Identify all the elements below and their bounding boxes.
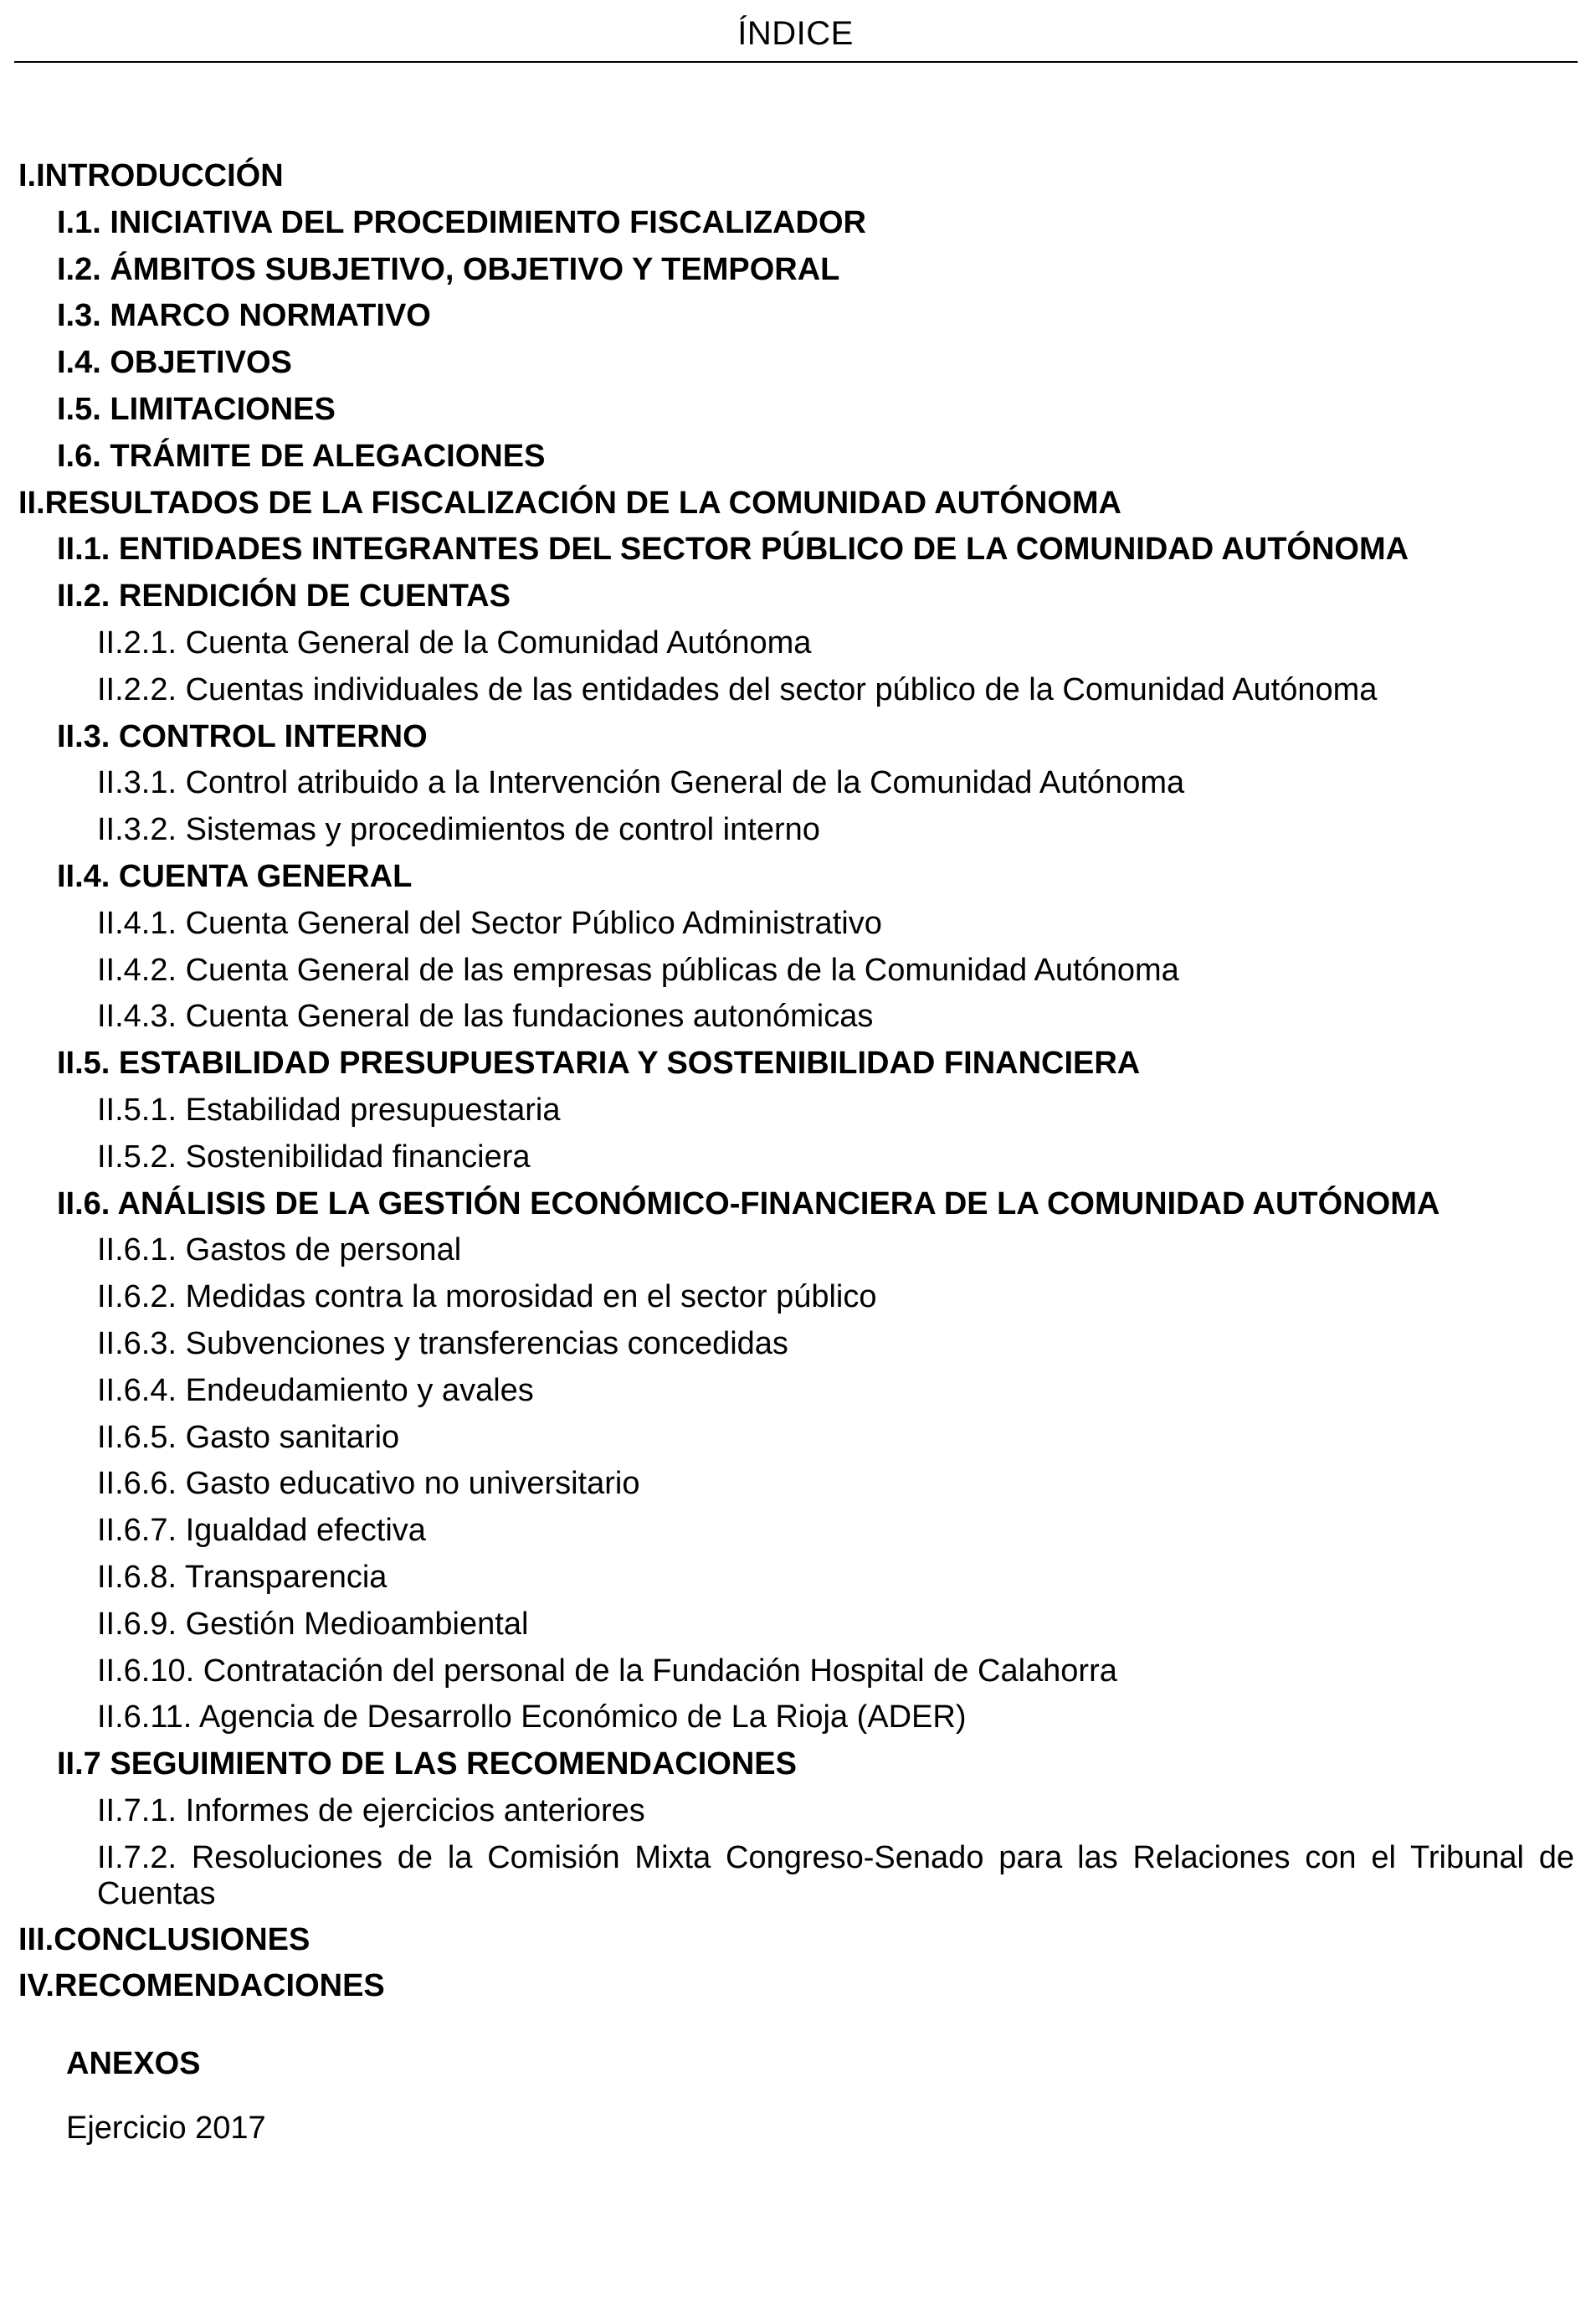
page-title: ÍNDICE xyxy=(737,15,854,52)
toc-entry-level-3: II.6.6. Gasto educativo no universitario xyxy=(97,1466,640,1502)
toc-entry-level-3: II.5.1. Estabilidad presupuestaria xyxy=(97,1092,561,1128)
toc-entry-level-2: II.3. CONTROL INTERNO xyxy=(57,718,428,754)
toc-entry-level-3: II.3.1. Control atribuido a la Intervención General de la Comunidad Autónoma xyxy=(97,765,1185,801)
toc-entry-level-2: I.2. ÁMBITOS SUBJETIVO, OBJETIVO Y TEMPORAL xyxy=(57,251,840,287)
toc-entry-level-3: II.6.10. Contratación del personal de la Fundación Hospital de Calahorra xyxy=(97,1653,1117,1689)
toc-entry-level-2: II.5. ESTABILIDAD PRESUPUESTARIA Y SOSTENIBILIDAD FINANCIERA xyxy=(57,1046,1141,1082)
toc-entry-level-2: I.6. TRÁMITE DE ALEGACIONES xyxy=(57,438,546,474)
toc-entry-level-2: II.6. ANÁLISIS DE LA GESTIÓN ECONÓMICO-FINANCIERA DE LA COMUNIDAD AUTÓNOMA xyxy=(57,1185,1440,1221)
annexes-heading: ANEXOS xyxy=(66,2046,201,2081)
toc-entry-level-3: II.6.3. Subvenciones y transferencias concedidas xyxy=(97,1325,788,1361)
toc-entry-level-3: II.6.11. Agencia de Desarrollo Económico de La Rioja (ADER) xyxy=(97,1699,967,1735)
toc-entry-level-3: II.2.2. Cuentas individuales de las entidades del sector público de la Comunidad Autónoma xyxy=(97,671,1378,707)
toc-entry-level-3: II.5.2. Sostenibilidad financiera xyxy=(97,1139,531,1175)
toc-entry-level-3: II.6.1. Gastos de personal xyxy=(97,1232,462,1268)
toc-entry-level-3: II.7.2. Resoluciones de la Comisión Mixta Congreso-Senado para las Relaciones con el Tribunal de Cuentas xyxy=(97,1839,1574,1911)
toc-entry-level-3: II.4.3. Cuenta General de las fundaciones autonómicas xyxy=(97,999,874,1035)
toc-entry-level-3: II.7.1. Informes de ejercicios anteriores xyxy=(97,1792,645,1828)
toc-entry-level-3: II.4.1. Cuenta General del Sector Público Administrativo xyxy=(97,905,882,941)
toc-entry-level-2: I.4. OBJETIVOS xyxy=(57,345,292,381)
title-divider xyxy=(14,61,1578,63)
toc-entry-level-1: III.CONCLUSIONES xyxy=(18,1921,311,1957)
toc-entry-level-2: II.7 SEGUIMIENTO DE LAS RECOMENDACIONES xyxy=(57,1746,797,1782)
toc-entry-level-3: II.3.2. Sistemas y procedimientos de control interno xyxy=(97,812,820,848)
toc-entry-level-3: II.2.1. Cuenta General de la Comunidad Autónoma xyxy=(97,625,812,661)
toc-entry-level-1: I.INTRODUCCIÓN xyxy=(18,158,284,193)
toc-entry-level-3: II.6.7. Igualdad efectiva xyxy=(97,1513,426,1549)
toc-entry-level-2: I.5. LIMITACIONES xyxy=(57,391,336,427)
toc-entry-level-2: II.4. CUENTA GENERAL xyxy=(57,858,413,894)
toc-entry-level-3: II.6.8. Transparencia xyxy=(97,1559,387,1595)
toc-entry-level-2: I.3. MARCO NORMATIVO xyxy=(57,298,431,334)
toc-entry-level-3: II.6.2. Medidas contra la morosidad en el sector público xyxy=(97,1279,877,1315)
toc-entry-level-2: II.1. ENTIDADES INTEGRANTES DEL SECTOR PÚBLICO DE LA COMUNIDAD AUTÓNOMA xyxy=(57,532,1409,568)
toc-entry-level-3: II.6.5. Gasto sanitario xyxy=(97,1419,400,1455)
annexes-year: Ejercicio 2017 xyxy=(66,2111,266,2146)
toc-entry-level-2: II.2. RENDICIÓN DE CUENTAS xyxy=(57,578,511,614)
toc-entry-level-3: II.6.9. Gestión Medioambiental xyxy=(97,1606,529,1642)
toc-entry-level-1: II.RESULTADOS DE LA FISCALIZACIÓN DE LA COMUNIDAD AUTÓNOMA xyxy=(18,485,1121,521)
toc-entry-level-1: IV.RECOMENDACIONES xyxy=(18,1968,385,2004)
toc-entry-level-3: II.6.4. Endeudamiento y avales xyxy=(97,1372,534,1408)
toc-entry-level-2: I.1. INICIATIVA DEL PROCEDIMIENTO FISCALIZADOR xyxy=(57,204,866,240)
table-of-contents xyxy=(0,153,1591,2010)
toc-entry-level-3: II.4.2. Cuenta General de las empresas públicas de la Comunidad Autónoma xyxy=(97,952,1179,988)
